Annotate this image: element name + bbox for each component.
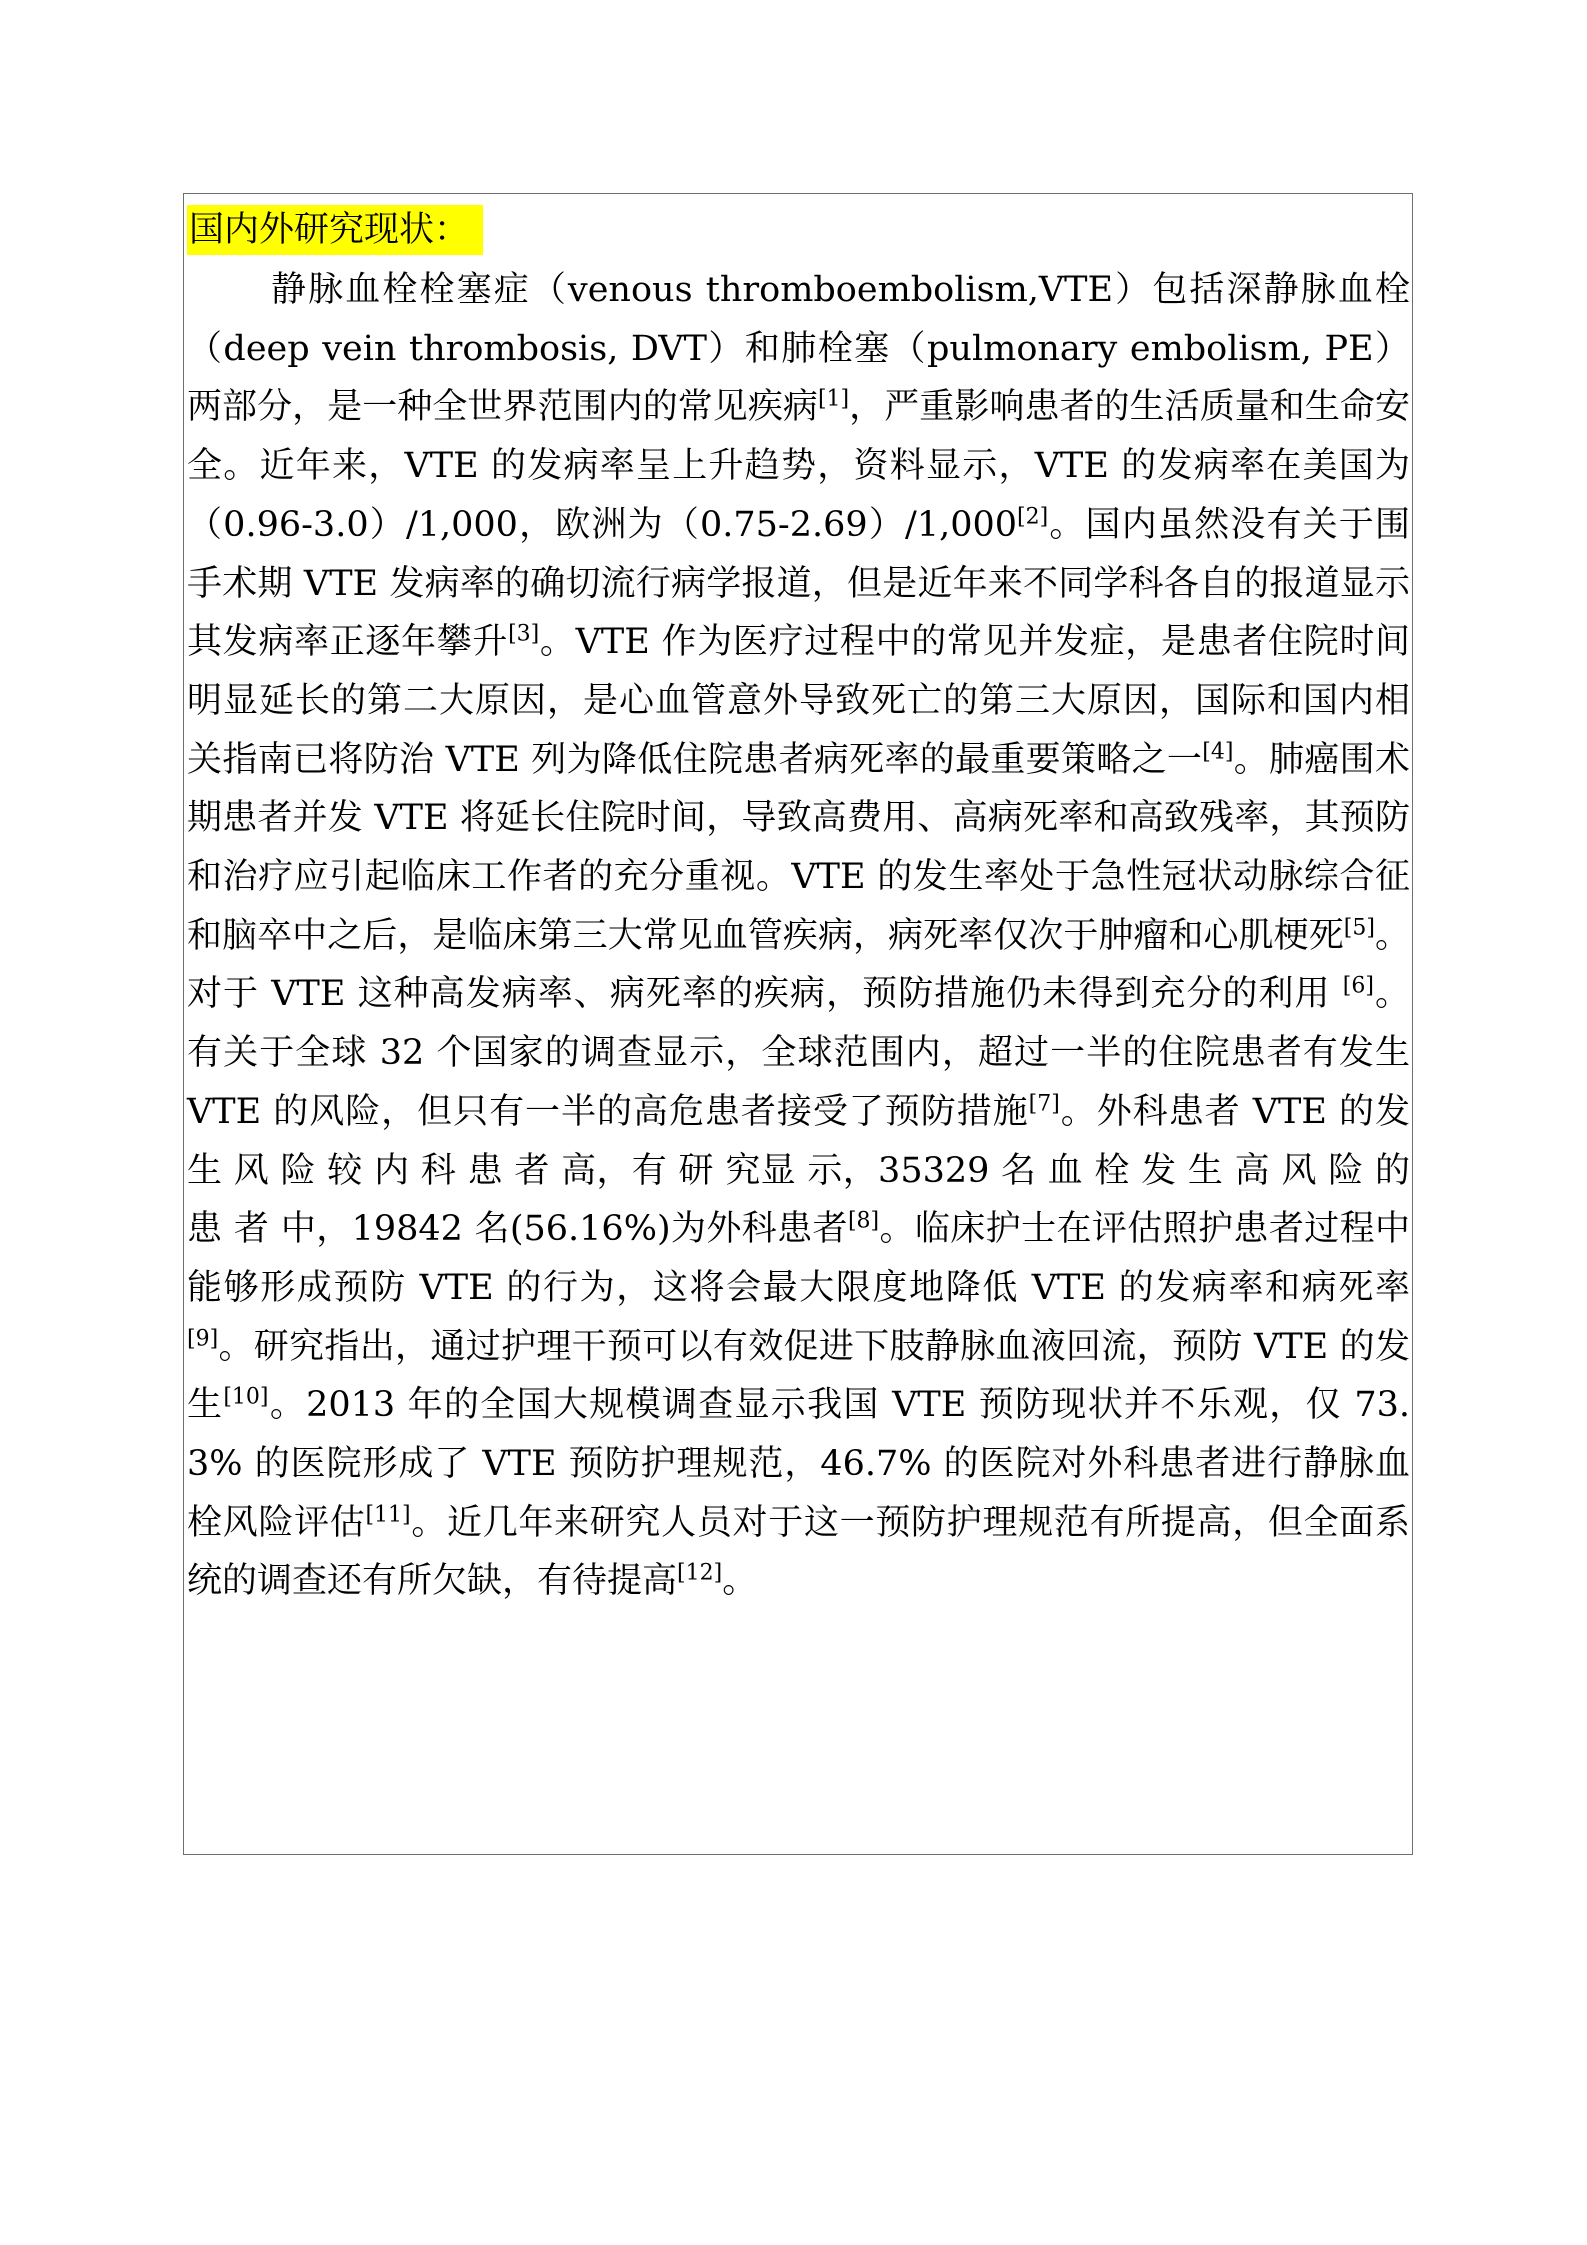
citation-ref: [11] <box>365 1502 411 1528</box>
text-run: 。国内虽然没有关于围手术期 VTE 发病率的确切流行病学报道，但是近年来不同学科各自的报道显示其发病率正逐年攀升 <box>187 504 1410 663</box>
citation-ref: [7] <box>1028 1091 1060 1117</box>
text-run: 静脉血栓栓塞症（venous thromboembolism,VTE）包括深静脉血栓（deep vein thrombosis, DVT）和肺栓塞（pulmonary embolism, PE）两部分，是一种全世界范围内的常见疾病 <box>187 270 1410 428</box>
text-run: 。研究指出，通过护理干预可以有效促进下肢静脉血液回流，预防 VTE 的发生 <box>187 1326 1410 1426</box>
document-content <box>187 205 1410 1611</box>
citation-ref: [5] <box>1343 915 1375 941</box>
body-paragraph <box>187 261 1410 1611</box>
text-run: 。外科患者 VTE 的发 生 风 险 较 内 科 患 者 高，有 研 究显 示，35329 名 血 栓 发 生 高 风 险 的 患 者 中，19842 名(56.16%)为外科患者 <box>187 1091 1410 1250</box>
citation-ref: [1] <box>817 386 850 412</box>
text-run: 。VTE 作为医疗过程中的常见并发症，是患者住院时间明显延长的第二大原因，是心血管意外导致死亡的第三大原因，国际和国内相关指南已将防治 VTE 列为降低住院患者病死率的最重要策略之一 <box>187 622 1410 780</box>
citation-ref: [3] <box>508 621 540 647</box>
citation-ref: [9] <box>187 1326 219 1351</box>
text-run: 。临床护士在评估照护患者过程中能够形成预防 VTE 的行为，这将会最大限度地降低 VTE 的发病率和病死率 <box>187 1209 1410 1308</box>
text-run: 。近几年来研究人员对于这一预防护理规范有所提高，但全面系统的调查还有所欠缺，有待提高 <box>187 1502 1410 1602</box>
citation-ref: [8] <box>847 1208 880 1234</box>
citation-ref: [10] <box>223 1384 269 1410</box>
citation-ref: [6] <box>1342 973 1374 999</box>
text-run: ，严重影响患者的生活质量和生命安全。近年来，VTE 的发病率呈上升趋势，资料显示，VTE 的发病率在美国为（0.96-3.0）/1,000，欧洲为（0.75-2.69）/1,000 <box>187 387 1410 545</box>
citation-ref: [12] <box>677 1560 723 1586</box>
text-run: 。有关于全球 32 个国家的调查显示，全球范围内，超过一半的住院患者有发生 VTE 的风险，但只有一半的高危患者接受了预防措施 <box>187 974 1410 1132</box>
text-run: 。 <box>722 1561 758 1602</box>
text-run: 。肺癌围术期患者并发 VTE 将延长住院时间，导致高费用、高病死率和高致残率，其预防和治疗应引起临床工作者的充分重视。VTE 的发生率处于急性冠状动脉综合征和脑卒中之后，是临床第三大常见血管疾病，病死率仅次于肿瘤和心肌梗死 <box>187 739 1410 956</box>
section-heading: 国内外研究现状： <box>187 205 483 255</box>
citation-ref: [2] <box>1017 504 1049 530</box>
text-run: 。对于 VTE 这种高发病率、病死率的疾病，预防措施仍未得到充分的利用 <box>187 915 1410 1015</box>
text-run: 。2013 年的全国大规模调查显示我国 VTE 预防现状并不乐观，仅 73.3% 的医院形成了 VTE 预防护理规范，46.7% 的医院对外科患者进行静脉血栓风险评估 <box>187 1385 1410 1543</box>
citation-ref: [4] <box>1202 738 1234 764</box>
